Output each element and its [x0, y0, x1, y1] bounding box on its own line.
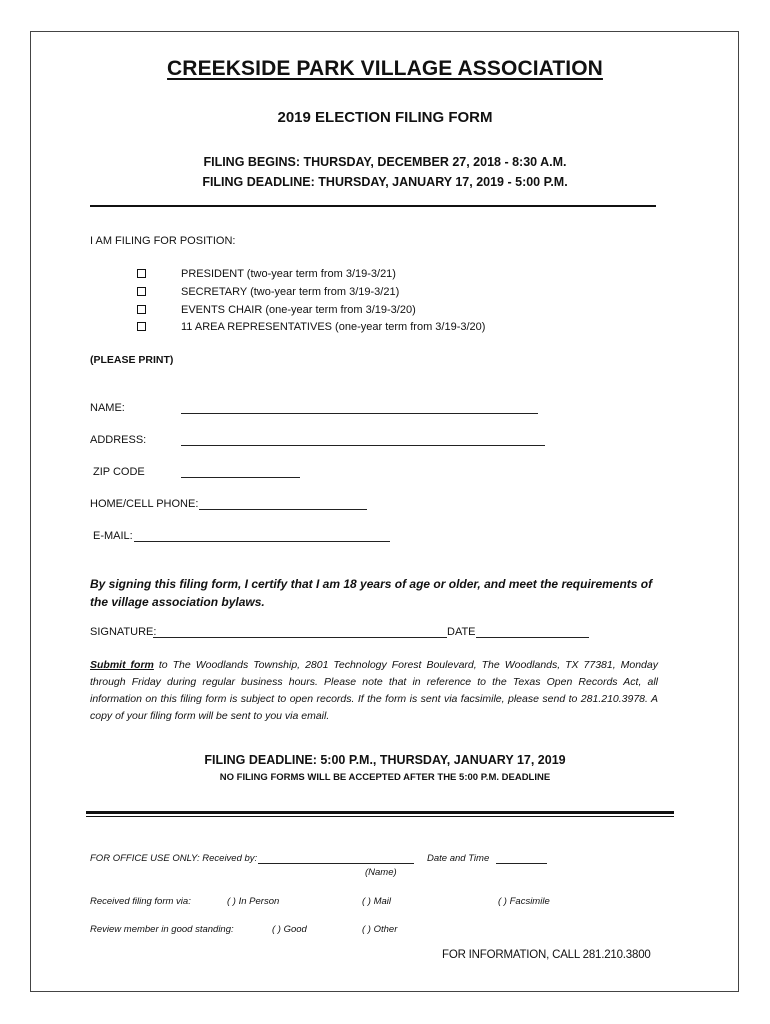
facsimile-option: ( ) Facsimile: [498, 896, 550, 907]
mail-option: ( ) Mail: [362, 896, 392, 907]
date-label: DATE: [447, 626, 476, 638]
events-chair-checkbox[interactable]: [137, 305, 146, 314]
form-title: 2019 ELECTION FILING FORM: [277, 109, 493, 126]
president-option: PRESIDENT (two-year term from 3/19-3/21): [181, 268, 396, 280]
received-by-field: [258, 863, 414, 864]
area-representatives-option: 11 AREA REPRESENTATIVES (one-year term from 3/19-3/20): [181, 321, 486, 333]
phone-label: HOME/CELL PHONE:: [90, 498, 199, 510]
association-title: CREEKSIDE PARK VILLAGE ASSOCIATION: [167, 57, 603, 80]
received-by-label: FOR OFFICE USE ONLY: Received by:: [90, 853, 258, 864]
name-field[interactable]: [181, 413, 538, 414]
submit-form-lead: Submit form: [90, 659, 154, 671]
deadline-banner: FILING DEADLINE: 5:00 P.M., THURSDAY, JANUARY 17, 2019: [204, 753, 566, 767]
filing-deadline: FILING DEADLINE: THURSDAY, JANUARY 17, 2019 - 5:00 P.M.: [202, 175, 568, 189]
date-time-label: Date and Time: [427, 853, 490, 864]
good-option: ( ) Good: [272, 924, 307, 935]
office-divider-thin: [86, 816, 674, 817]
signature-label: SIGNATURE:: [90, 626, 157, 638]
date-time-field: [496, 863, 547, 864]
name-caption: (Name): [365, 867, 397, 878]
header-divider: [90, 205, 656, 207]
received-via-label: Received filing form via:: [90, 896, 191, 907]
address-label: ADDRESS:: [90, 434, 147, 446]
submit-instructions: [90, 657, 658, 725]
zip-label: ZIP CODE: [93, 466, 145, 478]
date-field[interactable]: [476, 637, 589, 638]
good-standing-label: Review member in good standing:: [90, 924, 234, 935]
events-chair-option: EVENTS CHAIR (one-year term from 3/19-3/20): [181, 304, 416, 316]
in-person-option: ( ) In Person: [227, 896, 280, 907]
signature-field[interactable]: [153, 637, 447, 638]
other-option: ( ) Other: [362, 924, 398, 935]
email-label: E-MAIL:: [93, 530, 133, 542]
position-label: I AM FILING FOR POSITION:: [90, 235, 236, 247]
please-print-note: (PLEASE PRINT): [90, 354, 174, 366]
area-representatives-checkbox[interactable]: [137, 322, 146, 331]
phone-field[interactable]: [199, 509, 367, 510]
contact-info: FOR INFORMATION, CALL 281.210.3800: [442, 949, 651, 961]
office-divider-thick: [86, 811, 674, 814]
zip-field[interactable]: [181, 477, 300, 478]
president-checkbox[interactable]: [137, 269, 146, 278]
secretary-checkbox[interactable]: [137, 287, 146, 296]
secretary-option: SECRETARY (two-year term from 3/19-3/21): [181, 286, 400, 298]
filing-begins: FILING BEGINS: THURSDAY, DECEMBER 27, 2018 - 8:30 A.M.: [203, 155, 567, 169]
submit-text: to The Woodlands Township, 2801 Technology Forest Boulevard, The Woodlands, TX 77381, Monday through Friday during regular business hours. Please note that in reference to the Texas Open Records Act, all information on this filing form is subject to open records. If the form is sent via facsimile, please send to 281.210.3978. A copy of your filing form will be sent to you via email.: [90, 659, 658, 722]
address-field[interactable]: [181, 445, 545, 446]
name-label: NAME:: [90, 402, 125, 414]
certification-statement: By signing this filing form, I certify that I am 18 years of age or older, and meet the requirements of the village association bylaws.: [90, 577, 653, 609]
deadline-note: NO FILING FORMS WILL BE ACCEPTED AFTER THE 5:00 P.M. DEADLINE: [219, 772, 551, 783]
email-field[interactable]: [134, 541, 390, 542]
